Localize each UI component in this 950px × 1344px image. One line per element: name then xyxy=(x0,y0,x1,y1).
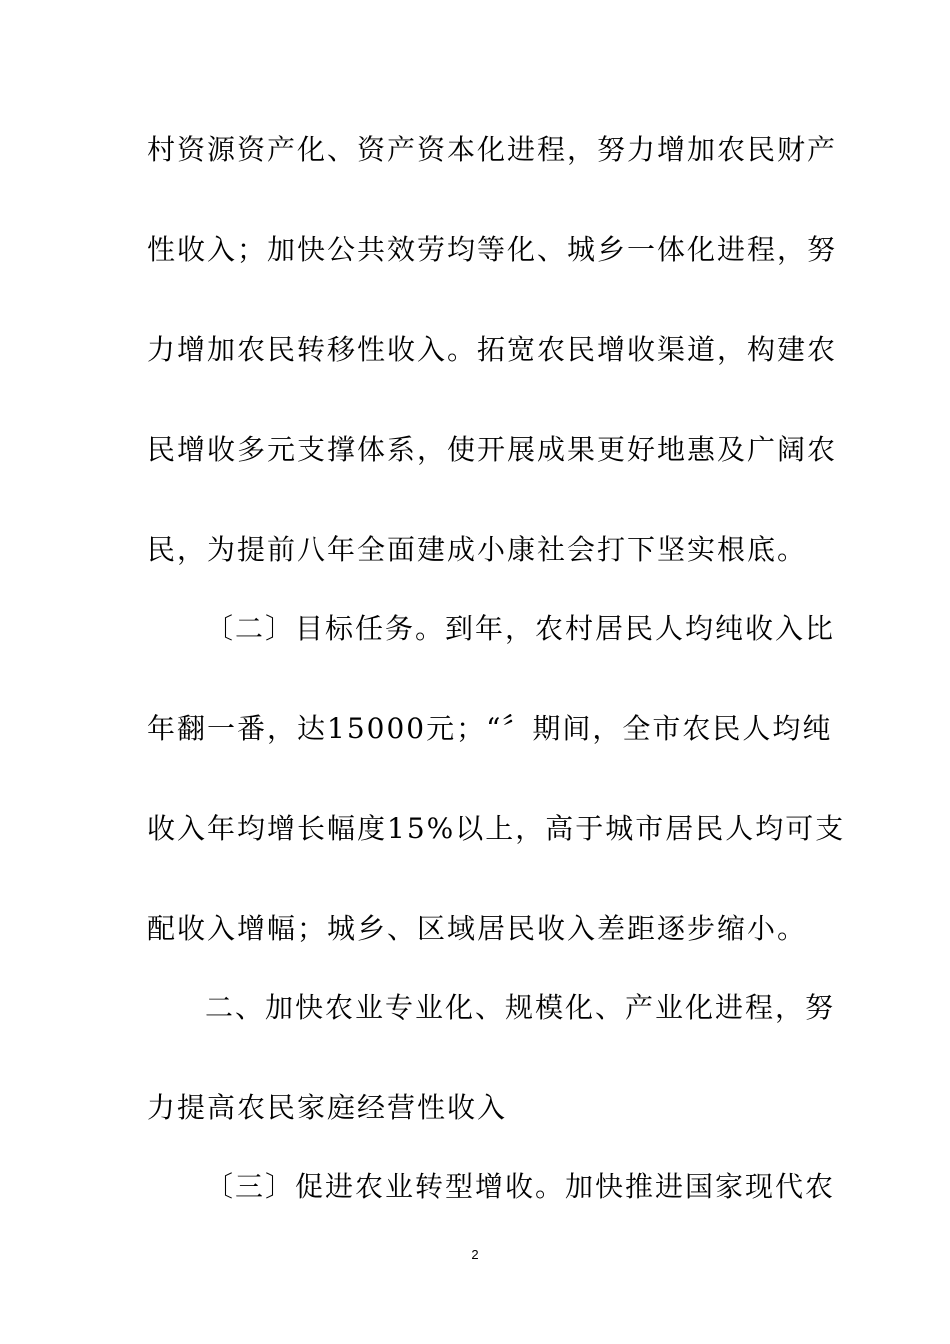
paragraph-line: 年翻一番，达15000元；“〞期间，全市农民人均纯 xyxy=(147,712,833,745)
paragraph-line: 〔三〕促进农业转型增收。加快推进国家现代农 xyxy=(205,1170,836,1203)
paragraph-line: 民，为提前八年全面建成小康社会打下坚实根底。 xyxy=(147,533,808,566)
page-number: 2 xyxy=(471,1247,479,1262)
paragraph-line: 村资源资产化、资产资本化进程，努力增加农民财产 xyxy=(147,133,838,166)
section-heading-line: 二、加快农业专业化、规模化、产业化进程，努 xyxy=(205,991,836,1024)
paragraph-line: 配收入增幅；城乡、区域居民收入差距逐步缩小。 xyxy=(147,912,808,945)
paragraph-line: 〔二〕目标任务。到年，农村居民人均纯收入比 xyxy=(205,612,836,645)
paragraph-line: 性收入；加快公共效劳均等化、城乡一体化进程，努 xyxy=(147,233,838,266)
paragraph-line: 收入年均增长幅度15%以上，高于城市居民人均可支 xyxy=(147,812,846,845)
paragraph-line: 力增加农民转移性收入。拓宽农民增收渠道，构建农 xyxy=(147,333,838,366)
paragraph-line: 民增收多元支撑体系，使开展成果更好地惠及广阔农 xyxy=(147,433,838,466)
section-heading-line: 力提高农民家庭经营性收入 xyxy=(147,1091,508,1124)
